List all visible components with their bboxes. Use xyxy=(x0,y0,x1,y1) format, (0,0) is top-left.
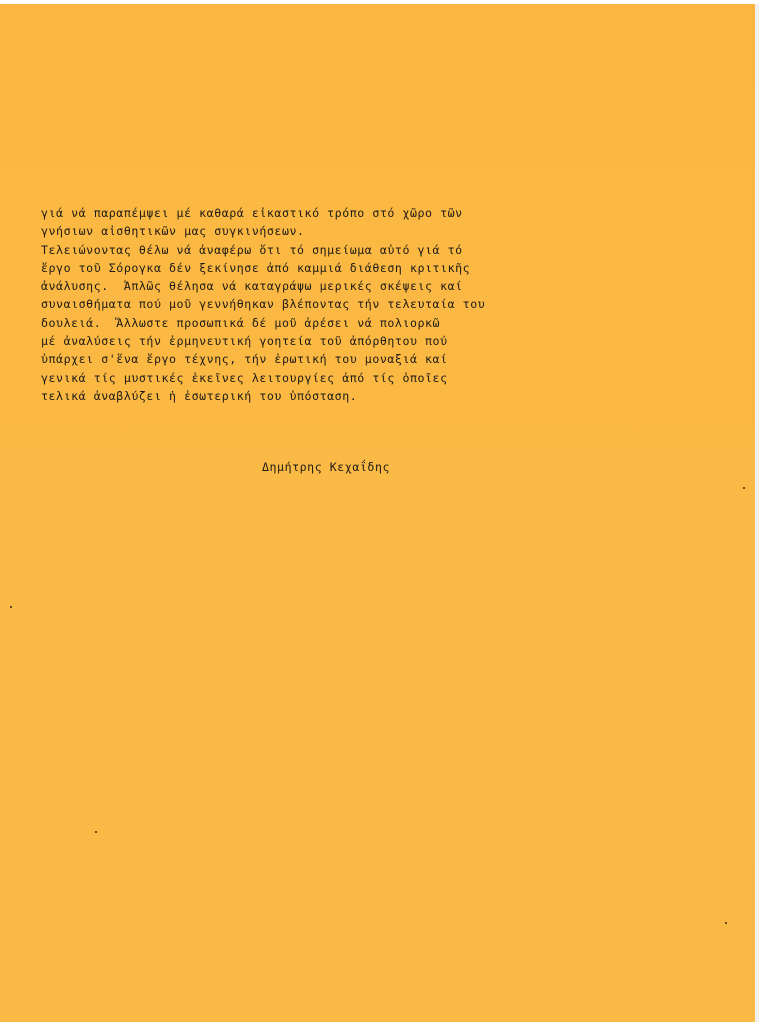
paper-speck xyxy=(725,922,727,924)
author-signature: Δημήτρης Κεχαΐδης xyxy=(262,460,391,474)
text-line: γιά νά παραπέμψει μέ καθαρά εἰκαστικό τρόπο στό χῶρο τῶν xyxy=(41,206,463,220)
text-line: μέ ἀναλύσεις τήν ἑρμηνευτική γοητεία τοῦ ἀπόρθητου πού xyxy=(41,334,448,349)
text-line: γενικά τίς μυστικές ἐκεῖνες λειτουργίες ἀπό τίς ὁποῖες xyxy=(41,370,448,385)
text-line: Τελειώνοντας θέλω νά ἀναφέρω ὅτι τό σημείωμα αὐτό γιά τό xyxy=(41,242,463,257)
text-line: γνήσιων αἰσθητικῶν μας συγκινήσεων. xyxy=(41,224,305,239)
text-line: ἀνάλυσης. Ἁπλῶς θέλησα νά καταγράψω μερικές σκέψεις καί xyxy=(41,279,463,294)
typed-text-body xyxy=(41,204,561,405)
paper-speck xyxy=(743,487,745,489)
text-line: ἔργο τοῦ Σόρογκα δέν ξεκίνησε ἀπό καμμιά διάθεση κριτικῆς xyxy=(41,260,471,275)
text-line: ὑπάρχει σ'ἕνα ἔργο τέχνης, τήν ἐρωτική του μοναξιά καί xyxy=(41,352,448,367)
paper-speck xyxy=(95,831,97,833)
paper-speck xyxy=(10,606,12,608)
text-line: συναισθήματα πού μοῦ γεννήθηκαν βλέποντας τήν τελευταία του xyxy=(41,297,486,312)
paper-sheet xyxy=(0,4,759,1022)
text-line: δουλειά. Ἄλλωστε προσωπικά δέ μοῦ ἀρέσει νά πολιορκῶ xyxy=(41,315,441,330)
text-line: τελικά ἀναβλύζει ἡ ἐσωτερική του ὑπόσταση. xyxy=(41,388,358,403)
